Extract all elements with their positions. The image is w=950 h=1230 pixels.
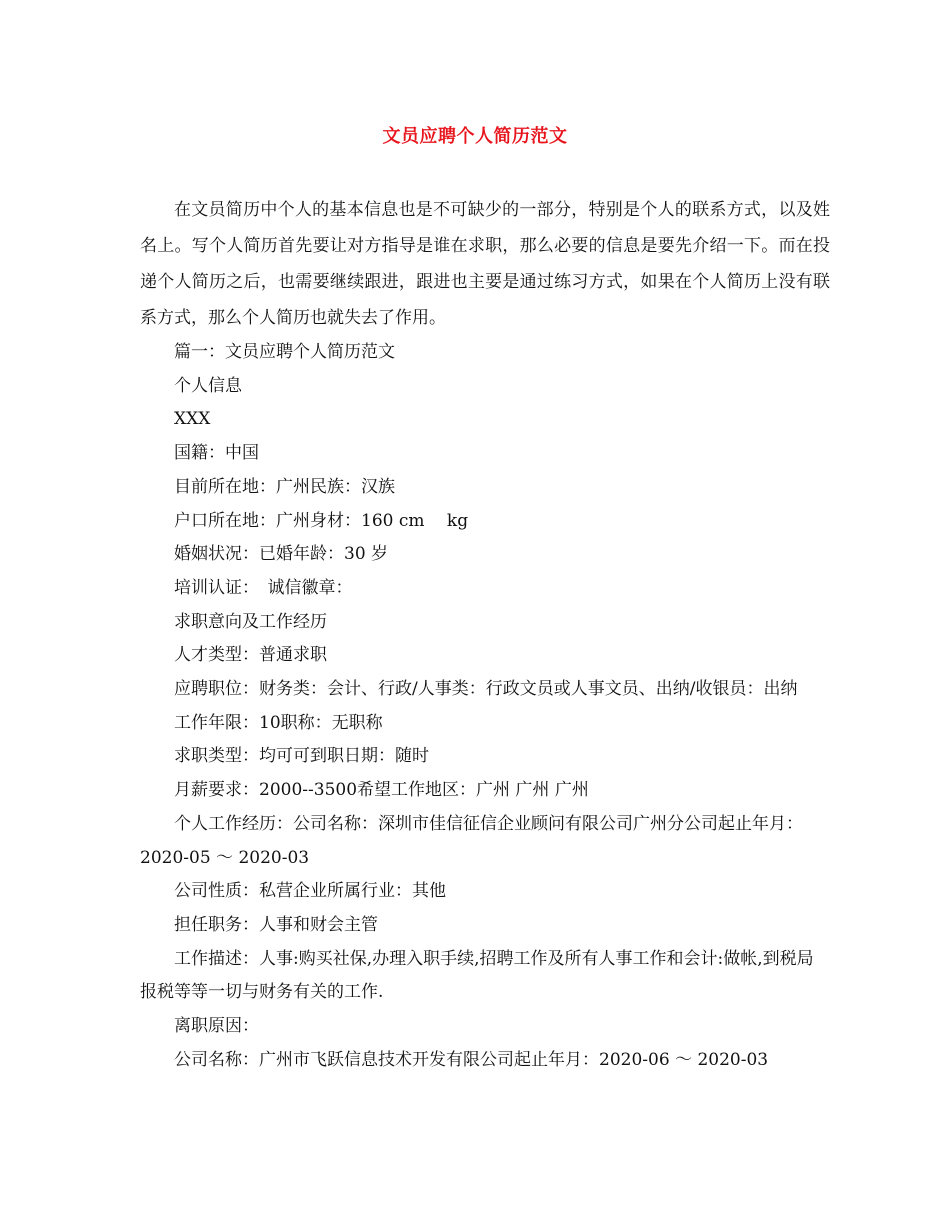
experience-field: 个人工作经历：公司名称：深圳市佳信征信企业顾问有限公司广州分公司起止年月：2020-05 ～ 2020-03 [140,813,803,868]
intro-paragraph: 在文员简历中个人的基本信息也是不可缺少的一部分，特别是个人的联系方式，以及姓名上。写个人简历首先要让对方指导是谁在求职，那么必要的信息是要先介绍一下。而在投递个人简历之后，也需要继续跟进，跟进也主要是通过练习方式，如果在个人简历上没有联系方式，那么个人简历也就失去了作用。 [140,200,830,328]
location-field: 目前所在地：广州民族：汉族 [174,476,395,497]
position-field: 应聘职位：财务类：会计、行政/人事类：行政文员或人事文员、出纳/收银员：出纳 [174,679,798,700]
job-intention-heading: 求职意向及工作经历 [174,611,327,632]
nationality-field: 国籍：中国 [174,443,259,464]
personal-info-heading: 个人信息 [174,375,242,396]
talent-type-field: 人才类型：普通求职 [174,645,327,666]
company-type-field: 公司性质：私营企业所属行业：其他 [174,881,446,902]
job-description-field: 工作描述：人事:购买社保,办理入职手续,招聘工作及所有人事工作和会计:做帐,到税局报税等等一切与财务有关的工作. [140,948,814,1003]
marital-field: 婚姻状况：已婚年龄：30 岁 [174,544,389,565]
role-field: 担任职务：人事和财会主管 [174,914,378,935]
name-field: XXX [174,409,211,430]
work-years-field: 工作年限：10职称：无职称 [174,712,383,733]
certification-field: 培训认证： 诚信徽章： [174,577,353,598]
hukou-field: 户口所在地：广州身材：160 cm kg [174,510,469,531]
section-heading-1: 篇一：文员应聘个人简历范文 [174,342,395,362]
job-type-field: 求职类型：均可可到职日期：随时 [174,746,429,767]
document-body [140,192,830,1077]
salary-field: 月薪要求：2000--3500希望工作地区：广州 广州 广州 [174,780,589,801]
document-title: 文员应聘个人简历范文 [382,126,568,147]
leave-reason-field: 离职原因： [174,1016,259,1037]
company-name-field: 公司名称：广州市飞跃信息技术开发有限公司起止年月：2020-06 ～ 2020-03 [174,1049,769,1070]
